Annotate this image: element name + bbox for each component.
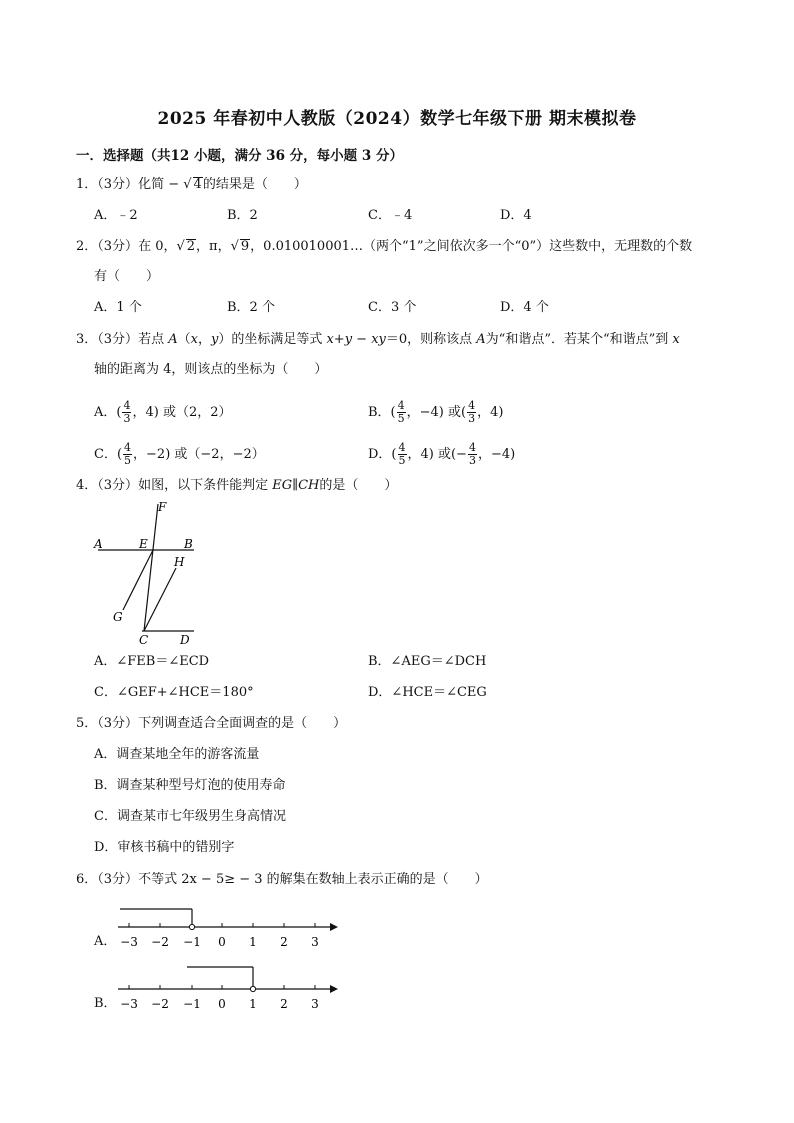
option-b: B．调查某种型号灯泡的使用寿命 (94, 778, 286, 793)
radicand: 2 (186, 239, 196, 254)
line-ch (144, 568, 176, 631)
question-number: 6． (76, 872, 98, 887)
tick-label: 3 (311, 997, 319, 1011)
option-text: ，4) 或（2，2） (132, 405, 232, 420)
fraction (398, 442, 407, 467)
fraction (468, 442, 477, 467)
option-a: A．∠FEB＝∠ECD (94, 654, 210, 669)
label-d: D (180, 633, 190, 647)
sqrt-icon: √ (230, 239, 239, 254)
question-number: 1． (76, 177, 98, 192)
option-text: ，−4) (477, 447, 516, 462)
question-4 (76, 477, 397, 495)
question-text: ）的坐标满足等式 (218, 332, 327, 347)
numerator: 4 (398, 441, 406, 454)
question-2 (76, 238, 692, 256)
label-e: E (139, 537, 148, 551)
numerator: 4 (468, 399, 476, 412)
question-text: 如图，以下条件能判定 (138, 478, 273, 493)
math-var: x (672, 332, 680, 347)
option-d: D．4 个 (500, 300, 549, 315)
question-3 (76, 331, 680, 349)
option-c: C．3 个 (368, 300, 417, 315)
question-1 (76, 176, 307, 194)
option-b (368, 400, 503, 425)
sqrt-icon: √ (176, 239, 185, 254)
math-expression: EG∥CH (272, 478, 320, 493)
denominator: 3 (123, 412, 131, 425)
question-text: ，π， (196, 239, 231, 254)
option-label: B．( (368, 405, 396, 420)
option-a: A．调查某地全年的游客流量 (94, 747, 260, 762)
option-c: C．﹣4 (368, 208, 413, 223)
numerator: 4 (124, 441, 132, 454)
numerator: 4 (397, 399, 405, 412)
math-expression: x+y − xy (326, 332, 386, 347)
question-2-line-2: 有（ ） (94, 269, 160, 284)
option-b: B．2 个 (227, 300, 275, 315)
tick-label: 2 (280, 935, 288, 949)
label-h: H (174, 555, 185, 569)
question-5 (76, 715, 346, 733)
tick-label: 0 (218, 935, 226, 949)
question-number: 2． (76, 239, 98, 254)
label-c: C (139, 633, 149, 647)
question-text: ＝0，则称该点 (385, 332, 477, 347)
option-label: A．( (94, 405, 122, 420)
numerator: 4 (468, 441, 476, 454)
fraction (122, 400, 131, 425)
option-b: B．2 (227, 208, 258, 223)
option-a (94, 400, 232, 425)
question-3-line-2: 轴的距离为 4，则该点的坐标为（ ） (94, 362, 328, 377)
question-6 (76, 871, 488, 889)
question-number: 3． (76, 332, 98, 347)
question-text: 的是（ ） (319, 478, 398, 493)
tick-label: −2 (151, 997, 169, 1011)
tick-label: −3 (120, 997, 138, 1011)
question-text: 为“和谐点”．若某个“和谐点”到 (485, 332, 673, 347)
question-score: （3分） (97, 332, 139, 347)
arrow-right-icon (330, 985, 338, 993)
question-number: 4． (76, 478, 98, 493)
fraction (123, 442, 132, 467)
option-a-label: A． (94, 934, 117, 949)
question-number: 5． (76, 716, 98, 731)
number-line-a (112, 900, 342, 950)
option-b-label: B． (94, 996, 117, 1011)
tick-label: 1 (249, 935, 257, 949)
tick-label: −2 (151, 935, 169, 949)
option-c (94, 442, 265, 467)
tick-label: 0 (218, 997, 226, 1011)
option-text: ，4) (477, 405, 504, 420)
question-text: ， (197, 332, 211, 347)
option-d: D．∠HCE＝∠CEG (368, 685, 487, 700)
label-g: G (113, 610, 123, 624)
line-eg (123, 550, 153, 610)
tick-label: −3 (120, 935, 138, 949)
geometry-figure (90, 498, 210, 648)
option-d: D．4 (500, 208, 532, 223)
question-text: 不等式 2x − 5≥ − 3 的解集在数轴上表示正确的是（ ） (138, 872, 488, 887)
label-b: B (184, 537, 193, 551)
question-score: （3分） (97, 716, 139, 731)
tick-label: 2 (280, 997, 288, 1011)
option-d: D．审核书稿中的错别字 (94, 840, 235, 855)
line-fc (144, 504, 158, 631)
option-label: D．( (368, 447, 397, 462)
radicand: 9 (240, 239, 250, 254)
option-a: A．1 个 (94, 300, 142, 315)
option-text: ，−2) 或（−2，−2） (133, 447, 265, 462)
option-text: ，−4) 或( (406, 405, 467, 420)
option-d (368, 442, 515, 467)
question-text: 化简 − (138, 177, 184, 192)
open-circle-icon (250, 986, 255, 991)
tick-label: 1 (249, 997, 257, 1011)
question-text: 下列调查适合全面调查的是（ ） (138, 716, 347, 731)
label-f: F (158, 500, 167, 514)
option-c: C．调查某市七年级男生身高情况 (94, 809, 286, 824)
fraction (397, 400, 406, 425)
denominator: 3 (468, 412, 476, 425)
math-var: y (210, 332, 219, 347)
label-a: A (94, 537, 103, 551)
math-var: x (190, 332, 198, 347)
question-text: （ (177, 332, 191, 347)
open-circle-icon (189, 924, 194, 929)
denominator: 5 (397, 412, 405, 425)
question-score: （3分） (97, 478, 139, 493)
tick-label: 3 (311, 935, 319, 949)
radicand: 4 (193, 177, 202, 192)
question-text: 在 0， (138, 239, 177, 254)
denominator: 5 (398, 454, 406, 467)
option-text: ，4) 或(− (407, 447, 467, 462)
section-heading: 一．选择题（共12 小题，满分 36 分，每小题 3 分） (76, 148, 403, 164)
option-a: A．﹣2 (94, 208, 138, 223)
fraction (467, 400, 476, 425)
number-line-b (112, 962, 342, 1012)
question-text: ，0.010010001…（两个“1”之间依次多一个“0”）这些数中，无理数的个数 (250, 239, 693, 254)
denominator: 5 (124, 454, 132, 467)
question-text: 若点 (138, 332, 169, 347)
sqrt-icon: √ (183, 177, 192, 192)
option-b: B．∠AEG＝∠DCH (368, 654, 487, 669)
question-text: 的结果是（ ） (202, 177, 307, 192)
tick-label: −1 (183, 935, 201, 949)
arrow-right-icon (330, 923, 338, 931)
question-score: （3分） (97, 239, 139, 254)
math-var: A (476, 332, 486, 347)
numerator: 4 (123, 399, 131, 412)
page-title: 2025 年春初中人教版（2024）数学七年级下册 期末模拟卷 (157, 109, 637, 129)
denominator: 3 (468, 454, 476, 467)
option-label: C．( (94, 447, 123, 462)
tick-label: −1 (183, 997, 201, 1011)
question-score: （3分） (97, 177, 139, 192)
option-c: C．∠GEF+∠HCE＝180° (94, 685, 254, 700)
question-score: （3分） (97, 872, 139, 887)
math-var: A (168, 332, 178, 347)
